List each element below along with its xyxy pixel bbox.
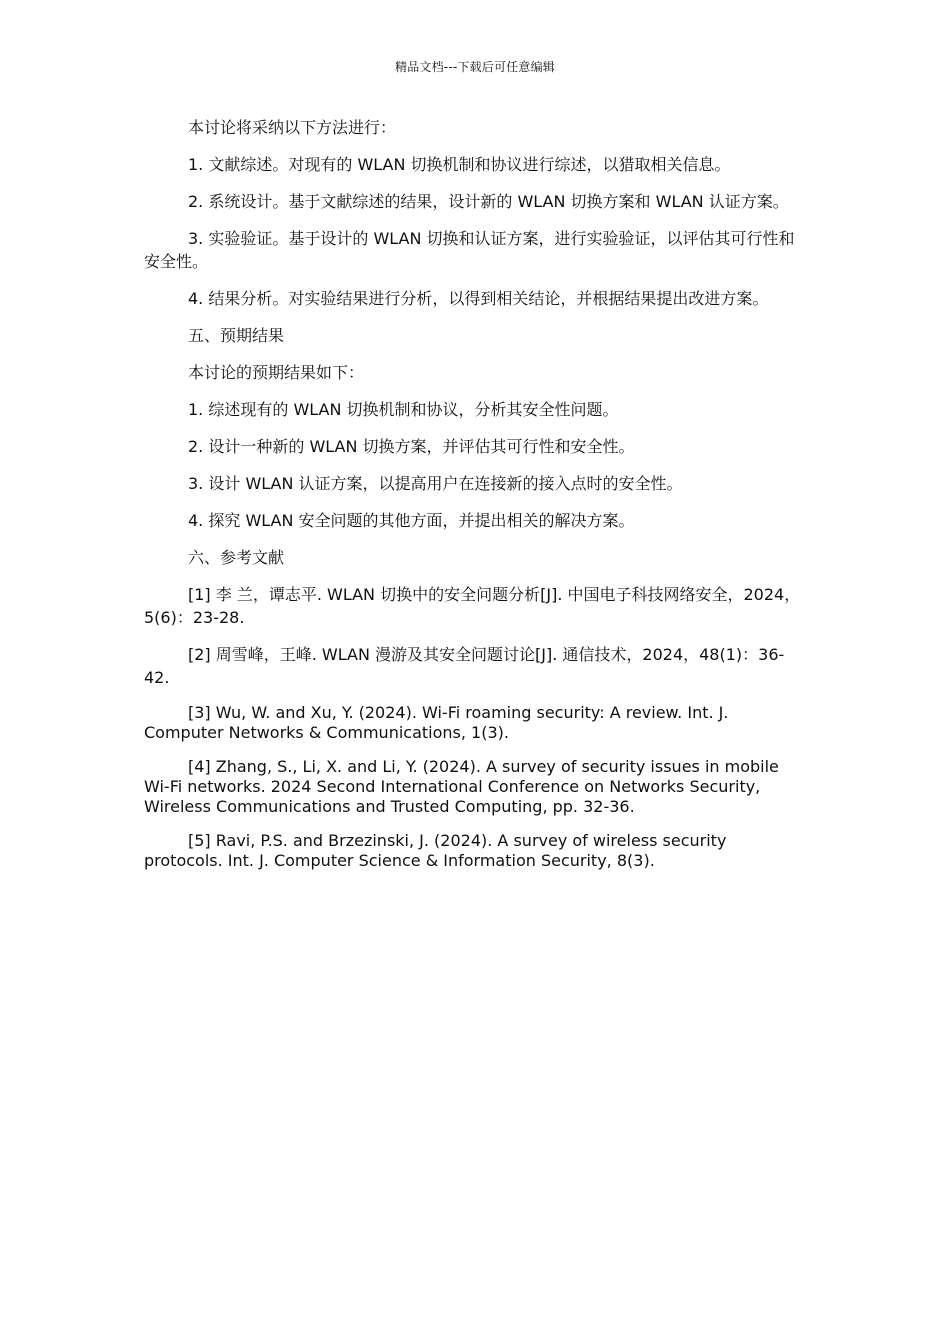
section-heading-references: 六、参考文献: [188, 548, 285, 567]
method-item-3: 3. 实验验证。基于设计的 WLAN 切换和认证方案，进行实验验证，以评估其可行性和安全性。: [144, 229, 795, 271]
method-item-4: 4. 结果分析。对实验结果进行分析，以得到相关结论，并根据结果提出改进方案。: [188, 289, 769, 308]
result-item-3: 3. 设计 WLAN 认证方案，以提高用户在连接新的接入点时的安全性。: [188, 474, 683, 493]
results-intro: 本讨论的预期结果如下：: [188, 363, 365, 382]
method-item-2: 2. 系统设计。基于文献综述的结果，设计新的 WLAN 切换方案和 WLAN 认证方案。: [188, 192, 789, 211]
reference-4: [4] Zhang, S., Li, X. and Li, Y. (2024). A survey of security issues in mobile Wi-Fi networks. 2024 Second International Conference on Networks Security, Wireless Communications and Trusted Computing, pp. 32-36.: [144, 757, 779, 816]
document-body: [144, 116, 808, 885]
result-item-2: 2. 设计一种新的 WLAN 切换方案，并评估其可行性和安全性。: [188, 437, 635, 456]
section-heading-expected-results: 五、预期结果: [188, 326, 285, 345]
method-intro: 本讨论将采纳以下方法进行：: [188, 118, 397, 137]
reference-1: [1] 李 兰，谭志平. WLAN 切换中的安全问题分析[J]. 中国电子科技网络安全，2024，5(6)：23-28.: [144, 585, 801, 627]
reference-3: [3] Wu, W. and Xu, Y. (2024). Wi-Fi roaming security: A review. Int. J. Computer Networks & Communications, 1(3).: [144, 703, 729, 742]
reference-5: [5] Ravi, P.S. and Brzezinski, J. (2024). A survey of wireless security protocols. Int. J. Computer Science & Information Security, 8(3).: [144, 831, 727, 870]
result-item-4: 4. 探究 WLAN 安全问题的其他方面，并提出相关的解决方案。: [188, 511, 635, 530]
result-item-1: 1. 综述现有的 WLAN 切换机制和协议，分析其安全性问题。: [188, 400, 619, 419]
reference-2: [2] 周雪峰，王峰. WLAN 漫游及其安全问题讨论[J]. 通信技术，2024，48(1)：36-42.: [144, 645, 785, 687]
method-item-1: 1. 文献综述。对现有的 WLAN 切换机制和协议进行综述，以猎取相关信息。: [188, 155, 731, 174]
page-header: 精品文档---下载后可任意编辑: [395, 60, 555, 74]
